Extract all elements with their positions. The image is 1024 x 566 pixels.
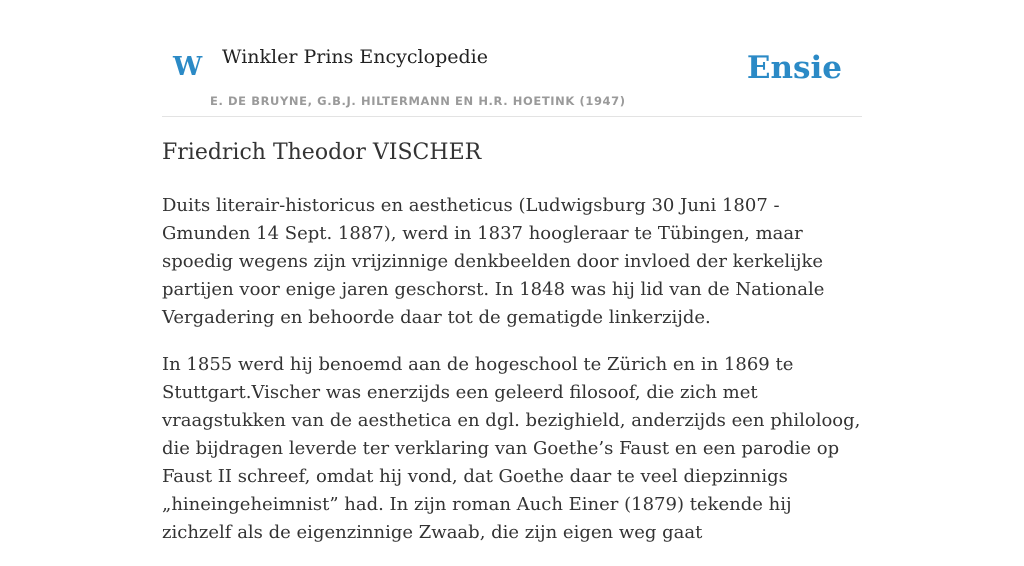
ensie-logo-link[interactable]: Ensie [746, 50, 842, 86]
source-title-link[interactable]: Winkler Prins Encyclopedie [222, 46, 488, 68]
source-logo-icon[interactable]: W [173, 52, 203, 82]
page-title: Friedrich Theodor VISCHER [162, 140, 482, 165]
site-header [162, 0, 862, 117]
article-body [162, 192, 862, 566]
source-authors: E. DE BRUYNE, G.B.J. HILTERMANN EN H.R. HOETINK (1947) [210, 94, 626, 108]
article-paragraph: In 1855 werd hij benoemd aan de hogeschool te Zürich en in 1869 te Stuttgart.Vischer was enerzijds een geleerd filosoof, die zich met vraagstukken van de aesthetica en dgl. bezighield, anderzijds een philoloog, die bijdragen leverde ter verklaring van Goethe’s Faust en een parodie op Faust II schreef, omdat hij vond, dat Goethe daar te veel diepzinnigs „hineingeheimnist” had. In zijn roman Auch Einer (1879) tekende hij zichzelf als de eigenzinnige Zwaab, die zijn eigen weg gaat [162, 354, 861, 543]
article-paragraph: Duits literair-historicus en aestheticus (Ludwigsburg 30 Juni 1807 -Gmunden 14 Sept. 1887), werd in 1837 hoogleraar te Tübingen, maar spoedig wegens zijn vrijzinnige denkbeelden door invloed der kerkelijke partijen voor enige jaren geschorst. In 1848 was hij lid van de Nationale Vergadering en behoorde daar tot de gematigde linkerzijde. [162, 195, 825, 328]
